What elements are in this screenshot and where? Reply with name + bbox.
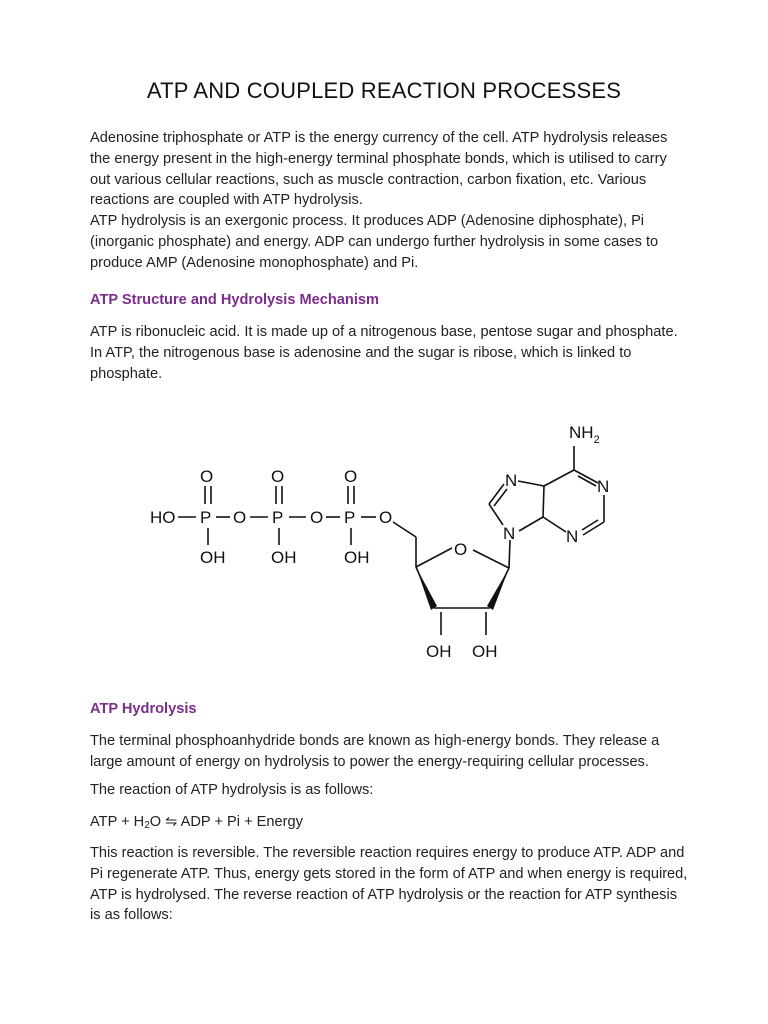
structure-paragraph: ATP is ribonucleic acid. It is made up of a nitrogenous base, pentose sugar and phosphate. In ATP, the nitrogenous base is adenosine and the sugar is ribose, which is linked to phosphate. [90,324,678,382]
atom-o-top-3: O [344,467,358,486]
atom-n7: N [505,471,518,490]
section-heading-structure: ATP Structure and Hydrolysis Mechanism [90,292,379,308]
atom-nh2: $NH_2$ [569,423,600,446]
hydrolysis-paragraph-1: The terminal phosphoanhydride bonds are known as high-energy bonds. They release a large amount of energy on hydrolysis to power the energy-requiring cellular processes. [90,733,660,770]
atom-o-top-2: O [271,467,285,486]
hydrolysis-paragraph-2: The reaction of ATP hydrolysis is as follows: [90,782,374,798]
atom-p-alpha: P [200,508,212,527]
atom-o-ester: O [379,508,393,527]
intro-paragraphs [90,128,690,274]
atom-oh-2prime: OH [426,642,452,661]
atom-o-ring: O [454,540,468,559]
atom-o-bridge-2: O [310,508,324,527]
page-title: ATP AND COUPLED REACTION PROCESSES [146,78,622,103]
hydrolysis-paragraph-3: This reaction is reversible. The reversible reaction requires energy to produce ATP. ADP and Pi regenerate ATP. Thus, energy gets stored in the form of ATP and when energy is required, ATP is hydrolysed. The reverse reaction of ATP hydrolysis or the reaction for ATP synthesis is as follows: [90,845,688,924]
atom-o-top-1: O [200,467,214,486]
atom-oh-3prime: OH [472,642,498,661]
intro-paragraph-2: ATP hydrolysis is an exergonic process. It produces ADP (Adenosine diphosphate), Pi (inorganic phosphate) and energy. ADP can undergo further hydrolysis in some cases to produce AMP (Adenosine monophosphate) and Pi. [90,213,659,271]
section-heading-hydrolysis: ATP Hydrolysis [90,701,197,717]
atom-oh-2: OH [271,548,297,567]
atom-o-bridge-1: O [233,508,247,527]
atom-ho: HO [150,508,176,527]
atom-n9: N [503,524,516,543]
hydrolysis-equation: ATP + $H_2O$ ⇋ ADP + Pi + Energy [90,814,303,831]
atom-oh-3: OH [344,548,370,567]
atom-n1: N [597,477,610,496]
atom-oh-1: OH [200,548,226,567]
intro-paragraph-1: Adenosine triphosphate or ATP is the energy currency of the cell. ATP hydrolysis releases the energy present in the high-energy terminal phosphate bonds, which is utilised to carry out various cellular reactions, such as muscle contraction, carbon fixation, etc. Various reactions are coupled with ATP hydrolysis. [90,130,668,209]
atom-n3: N [566,527,579,546]
atom-p-gamma: P [344,508,356,527]
atp-structure-diagram [0,400,768,690]
atom-p-beta: P [272,508,284,527]
